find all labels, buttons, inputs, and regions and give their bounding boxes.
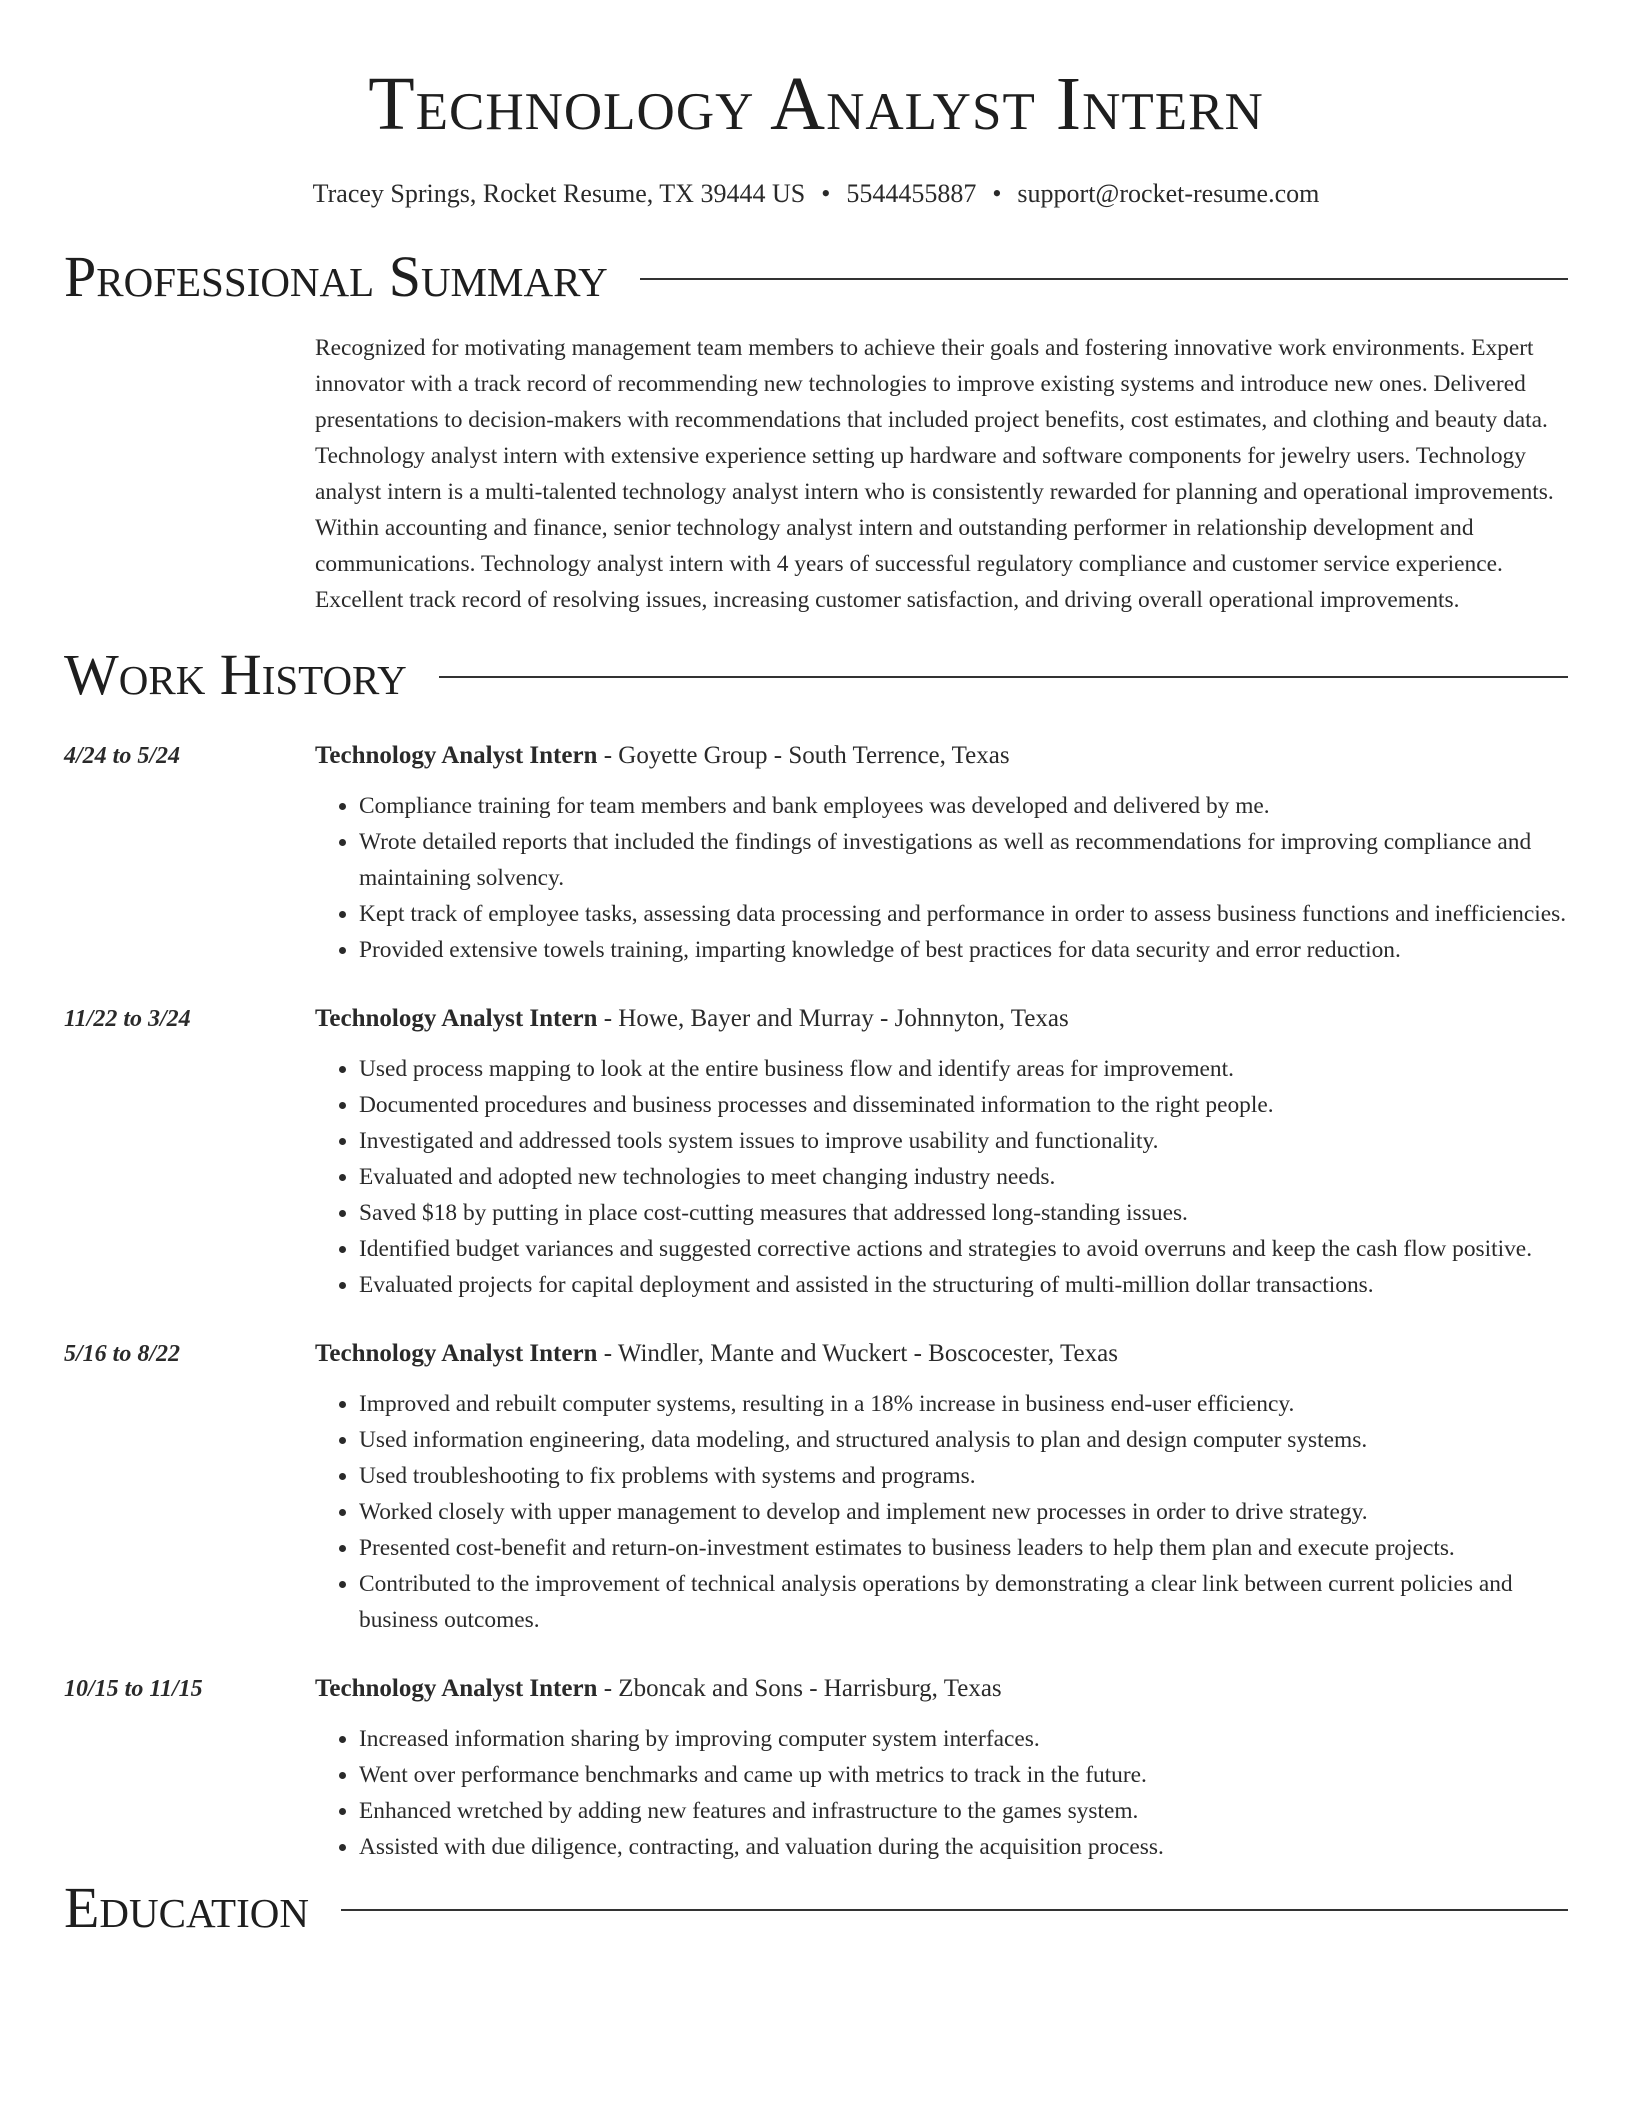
- job-bullets: [315, 788, 1568, 968]
- job-bullet: • Presented cost-benefit and return-on-investment estimates to business leaders to help them plan and execute projects.: [359, 1530, 1568, 1566]
- job-bullet: • Compliance training for team members and bank employees was developed and delivered by me.: [359, 788, 1568, 824]
- job-body: [315, 1671, 1568, 1865]
- job-employer-location: - Goyette Group - South Terrence, Texas: [597, 742, 1010, 769]
- job-bullet: • Evaluated and adopted new technologies to meet changing industry needs.: [359, 1159, 1568, 1195]
- job-title-line: [315, 1001, 1568, 1037]
- job-bullet: • Went over performance benchmarks and came up with metrics to track in the future.: [359, 1757, 1568, 1793]
- section-title: Education: [64, 1875, 309, 1940]
- contact-separator: •: [992, 179, 1002, 208]
- job-bullets: [315, 1721, 1568, 1865]
- job-bullet: • Enhanced wretched by adding new features and infrastructure to the games system.: [359, 1793, 1568, 1829]
- contact-address: Tracey Springs, Rocket Resume, TX 39444 US: [312, 179, 806, 208]
- education-heading: [64, 1877, 1568, 1939]
- job-bullet: • Kept track of employee tasks, assessing data processing and performance in order to assess business functions and inefficiencies.: [359, 896, 1568, 932]
- job-employer-location: - Howe, Bayer and Murray - Johnnyton, Texas: [597, 1005, 1069, 1032]
- job-title-line: [315, 1336, 1568, 1372]
- section-divider: [439, 676, 1568, 678]
- job-bullet: • Worked closely with upper management to develop and implement new processes in order to drive strategy.: [359, 1494, 1568, 1530]
- job-bullet: • Improved and rebuilt computer systems, resulting in a 18% increase in business end-user efficiency.: [359, 1386, 1568, 1422]
- section-title: Professional Summary: [64, 244, 608, 309]
- job-bullet: • Provided extensive towels training, imparting knowledge of best practices for data security and error reduction.: [359, 932, 1568, 968]
- job-bullet: • Increased information sharing by improving computer system interfaces.: [359, 1721, 1568, 1757]
- work-history-heading: [64, 644, 1568, 706]
- job-dates: 5/16 to 8/22: [64, 1341, 181, 1367]
- job-body: [315, 738, 1568, 968]
- job-bullet: • Used process mapping to look at the entire business flow and identify areas for improvement.: [359, 1051, 1568, 1087]
- contact-phone: 5544455887: [846, 179, 977, 208]
- job-bullet: • Investigated and addressed tools system issues to improve usability and functionality.: [359, 1123, 1568, 1159]
- job-entry: [64, 1001, 1568, 1303]
- section-divider: [640, 278, 1568, 280]
- job-dates: 4/24 to 5/24: [64, 743, 181, 769]
- job-employer-location: - Windler, Mante and Wuckert - Boscocester, Texas: [597, 1340, 1118, 1367]
- contact-line: [0, 178, 1632, 210]
- job-body: [315, 1001, 1568, 1303]
- job-title: Technology Analyst Intern: [315, 742, 598, 769]
- job-title: Technology Analyst Intern: [315, 1005, 598, 1032]
- job-bullet: • Wrote detailed reports that included the findings of investigations as well as recommendations for improving compliance and maintaining solvency.: [359, 824, 1568, 896]
- job-bullets: [315, 1386, 1568, 1638]
- section-divider: [341, 1909, 1568, 1911]
- job-title: Technology Analyst Intern: [315, 1675, 598, 1702]
- job-title-line: [315, 1671, 1568, 1707]
- job-dates: 11/22 to 3/24: [64, 1006, 191, 1032]
- job-title-line: [315, 738, 1568, 774]
- job-bullet: • Assisted with due diligence, contracting, and valuation during the acquisition process.: [359, 1829, 1568, 1865]
- job-bullet: • Used troubleshooting to fix problems with systems and programs.: [359, 1458, 1568, 1494]
- job-bullet: • Contributed to the improvement of technical analysis operations by demonstrating a clear link between current policies and business outcomes.: [359, 1566, 1568, 1638]
- job-bullets: [315, 1051, 1568, 1303]
- job-dates: 10/15 to 11/15: [64, 1676, 203, 1702]
- section-title: Work History: [64, 642, 407, 707]
- work-history-list: [64, 738, 1568, 1865]
- resume-title: Technology Analyst Intern: [368, 62, 1264, 146]
- job-bullet: • Identified budget variances and suggested corrective actions and strategies to avoid overruns and keep the cash flow positive.: [359, 1231, 1568, 1267]
- job-entry: [64, 738, 1568, 968]
- job-bullet: • Evaluated projects for capital deployment and assisted in the structuring of multi-million dollar transactions.: [359, 1267, 1568, 1303]
- job-title: Technology Analyst Intern: [315, 1340, 598, 1367]
- contact-email: support@rocket-resume.com: [1017, 179, 1320, 208]
- professional-summary-heading: [64, 246, 1568, 308]
- job-employer-location: - Zboncak and Sons - Harrisburg, Texas: [597, 1675, 1002, 1702]
- job-body: [315, 1336, 1568, 1638]
- job-bullet: • Used information engineering, data modeling, and structured analysis to plan and design computer systems.: [359, 1422, 1568, 1458]
- job-entry: [64, 1336, 1568, 1638]
- job-entry: [64, 1671, 1568, 1865]
- job-bullet: • Documented procedures and business processes and disseminated information to the right people.: [359, 1087, 1568, 1123]
- contact-separator: •: [821, 179, 831, 208]
- job-bullet: • Saved $18 by putting in place cost-cutting measures that addressed long-standing issues.: [359, 1195, 1568, 1231]
- professional-summary-text: Recognized for motivating management team members to achieve their goals and fostering innovative work environments. Expert innovator with a track record of recommending new technologies to improve existing systems and introduce new ones. Delivered presentations to decision-makers with recommendations that included project benefits, cost estimates, and clothing and beauty data. Technology analyst intern with extensive experience setting up hardware and software components for jewelry users. Technology analyst intern is a multi-talented technology analyst intern who is consistently rewarded for planning and operational improvements. Within accounting and finance, senior technology analyst intern and outstanding performer in relationship development and communications. Technology analyst intern with 4 years of successful regulatory compliance and customer service experience. Excellent track record of resolving issues, increasing customer satisfaction, and driving overall operational improvements.: [315, 335, 1554, 613]
